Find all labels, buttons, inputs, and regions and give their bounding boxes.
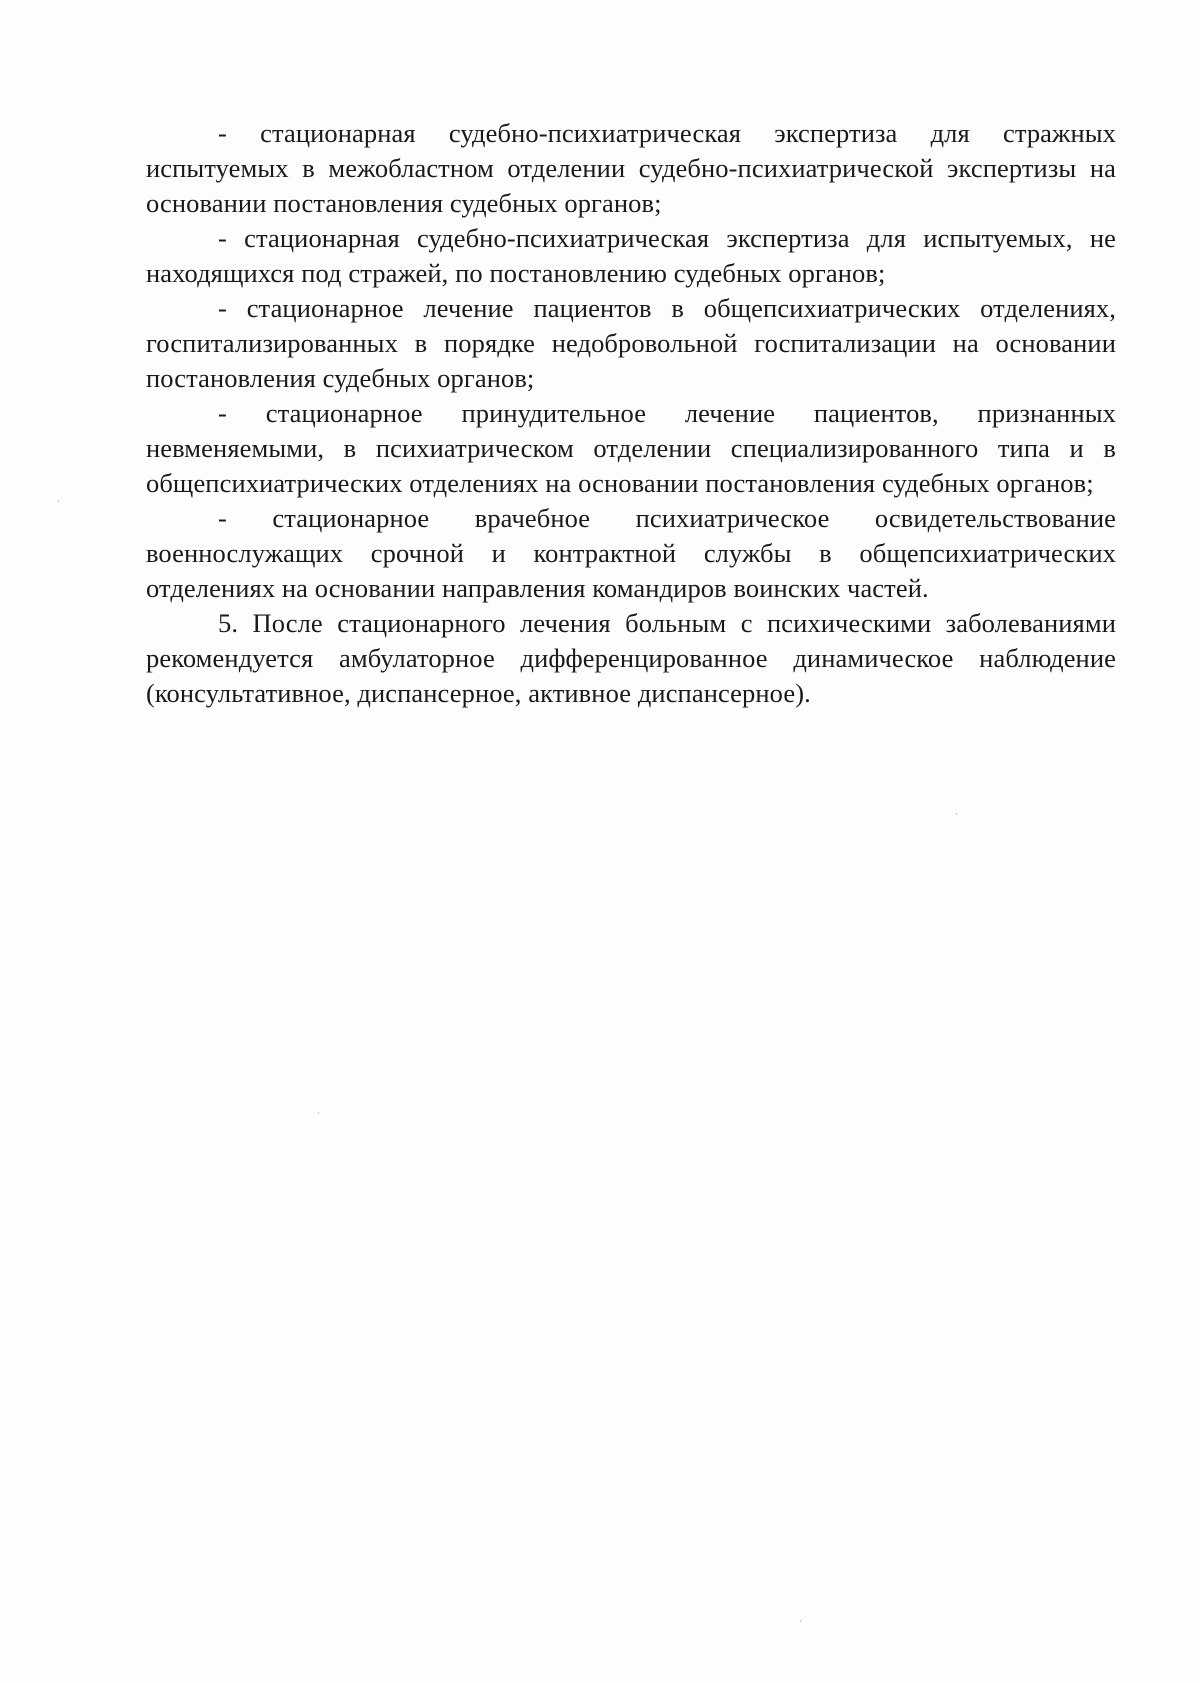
scan-speck	[800, 1620, 801, 1622]
paragraph-compulsory-treatment: - стационарное принудительное лечение пациентов, признанных невменяемыми, в психиатрическом отделении специализированного типа и в общепсихиатрических отделениях на основании постановления судебных органов;	[146, 398, 1116, 498]
paragraph-outpatient-observation: 5. После стационарного лечения больным с психическими заболеваниями рекомендуется амбулаторное дифференцированное динамическое наблюдение (консультативное, диспансерное, активное диспансерное).	[146, 608, 1116, 708]
scan-speck	[318, 1112, 319, 1114]
paragraph-forensic-exam-detained: - стационарная судебно-психиатрическая экспертиза для стражных испытуемых в межобластном отделении судебно-психиатрической экспертизы на основании постановления судебных органов;	[146, 118, 1116, 218]
paragraph-military-examination: - стационарное врачебное психиатрическое освидетельствование военнослужащих срочной и контрактной службы в общепсихиатрических отделениях на основании направления командиров воинских частей.	[146, 503, 1116, 603]
scan-speck	[956, 813, 957, 815]
scan-speck	[58, 500, 59, 502]
paragraph-forensic-exam-not-detained: - стационарная судебно-психиатрическая экспертиза для испытуемых, не находящихся под стражей, по постановлению судебных органов;	[146, 223, 1116, 288]
document-body	[146, 116, 1116, 711]
paragraph-involuntary-treatment: - стационарное лечение пациентов в общепсихиатрических отделениях, госпитализированных в порядке недобровольной госпитализации на основании постановления судебных органов;	[146, 293, 1116, 393]
